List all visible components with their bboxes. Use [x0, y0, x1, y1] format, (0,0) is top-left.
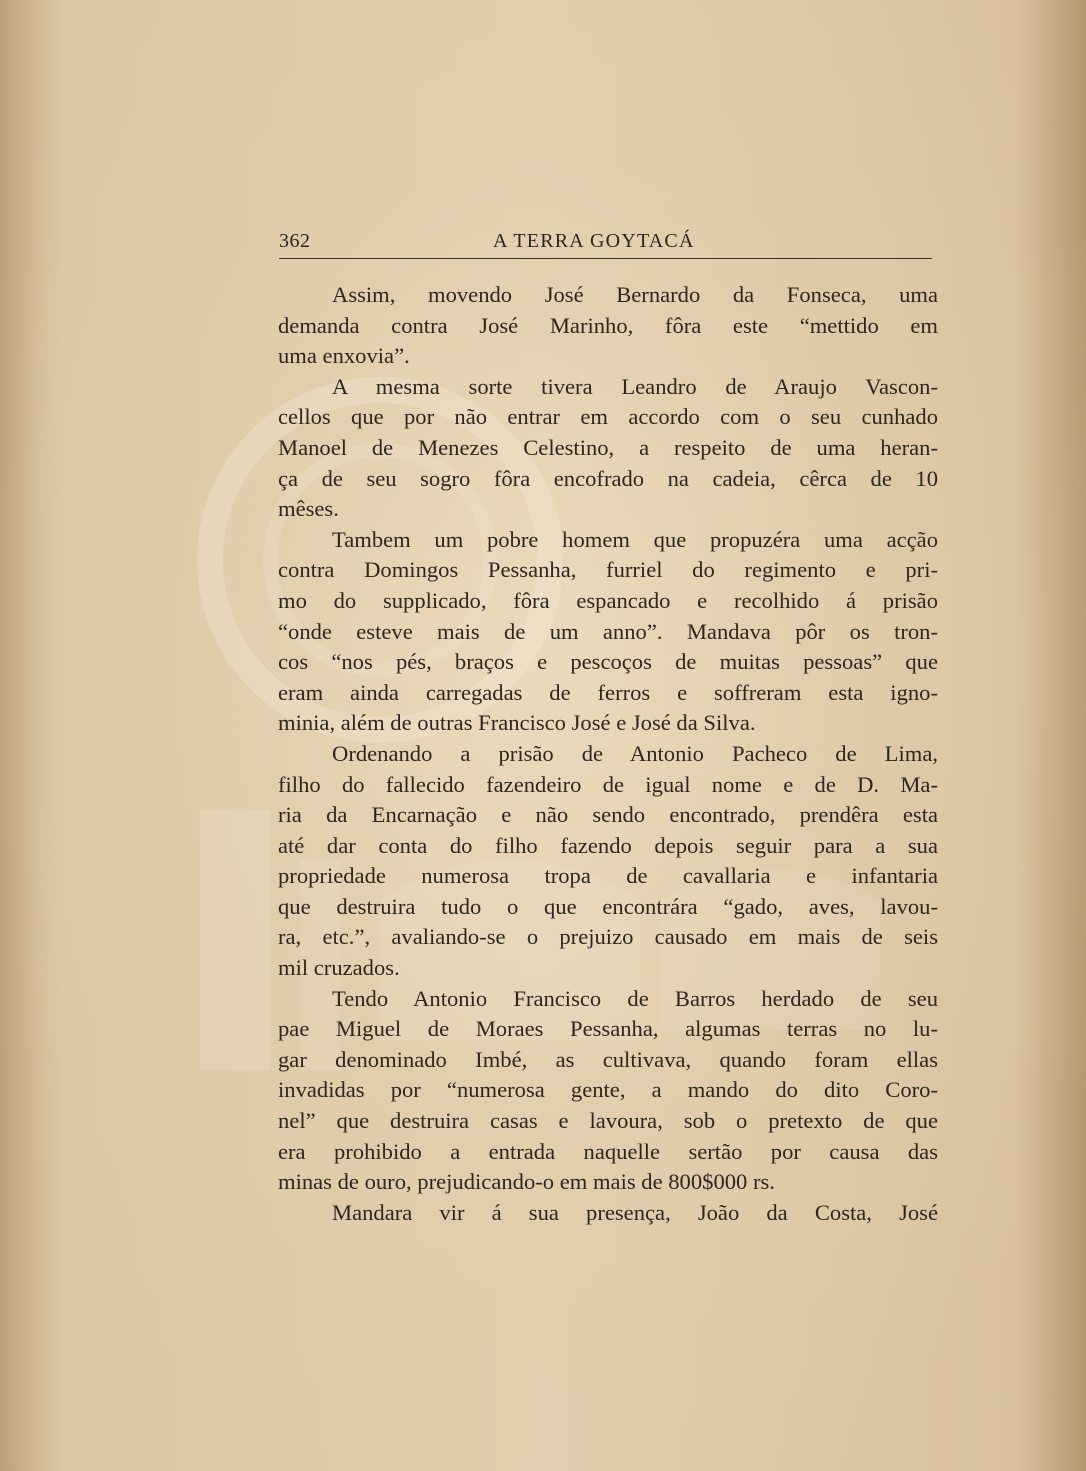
paragraph [278, 739, 938, 984]
running-title: A TERRA GOYTACÁ [493, 230, 695, 252]
text-line: eram ainda carregadas de ferros e soffreram esta igno- [278, 679, 938, 705]
text-line: Ordenando a prisão de Antonio Pacheco de Lima, [332, 740, 938, 766]
body-text [278, 280, 938, 1228]
text-line: Assim, movendo José Bernardo da Fonseca, uma [332, 282, 938, 307]
paragraph [278, 280, 938, 372]
text-line: gar denominado Imbé, as cultivava, quando foram ellas [278, 1046, 938, 1072]
text-line: demanda contra José Marinho, fôra este “mettido em [278, 312, 938, 338]
text-line: pae Miguel de Moraes Pessanha, algumas terras no lu- [278, 1016, 938, 1042]
text-line: Mandara vir á sua presença, João da Costa, José [332, 1199, 938, 1225]
text-line: filho do fallecido fazendeiro de igual nome e de D. Ma- [278, 771, 938, 797]
text-line: ça de seu sogro fôra encofrado na cadeia, cêrca de 10 [278, 465, 938, 491]
page-number: 362 [279, 230, 311, 252]
text-line: mêses. [278, 496, 339, 522]
text-line: minia, além de outras Francisco José e José da Silva. [278, 710, 756, 736]
text-line: mo do supplicado, fôra espancado e recolhido á prisão [278, 587, 938, 613]
paragraph [278, 1198, 938, 1229]
text-line: A mesma sorte tivera Leandro de Araujo Vascon- [332, 373, 938, 399]
text-line: Tendo Antonio Francisco de Barros herdado de seu [332, 985, 938, 1011]
paragraph [278, 372, 938, 525]
text-line: cellos que por não entrar em accordo com o seu cunhado [278, 404, 938, 430]
text-line: ra, etc.”, avaliando-se o prejuizo causado em mais de seis [278, 924, 938, 950]
text-line: invadidas por “numerosa gente, a mando do dito Coro- [278, 1077, 938, 1103]
text-line: “onde esteve mais de um anno”. Mandava pôr os tron- [278, 618, 938, 644]
text-line: mil cruzados. [278, 955, 400, 981]
page-header [279, 228, 932, 259]
text-line: cos “nos pés, braços e pescoços de muitas pessoas” que [278, 649, 938, 675]
page-right-shadow [1016, 0, 1086, 1471]
text-line: ria da Encarnação e não sendo encontrado, prendêra esta [278, 802, 938, 828]
paragraph [278, 984, 938, 1198]
text-line: que destruira tudo o que encontrára “gado, aves, lavou- [278, 893, 938, 919]
text-line: Tambem um pobre homem que propuzéra uma acção [332, 526, 938, 552]
text-line: uma enxovia”. [278, 343, 410, 369]
text-line: Manoel de Menezes Celestino, a respeito de uma heran- [278, 434, 938, 460]
paragraph [278, 525, 938, 739]
text-line: contra Domingos Pessanha, furriel do regimento e pri- [278, 557, 938, 583]
text-line: até dar conta do filho fazendo depois seguir para a sua [278, 832, 938, 858]
text-line: propriedade numerosa tropa de cavallaria e infantaria [278, 863, 938, 889]
text-line: minas de ouro, prejudicando-o em mais de 800$000 rs. [278, 1169, 775, 1195]
text-line: nel” que destruira casas e lavoura, sob o pretexto de que [278, 1108, 938, 1134]
page-left-shadow [0, 0, 40, 1471]
text-line: era prohibido a entrada naquelle sertão por causa das [278, 1138, 938, 1164]
